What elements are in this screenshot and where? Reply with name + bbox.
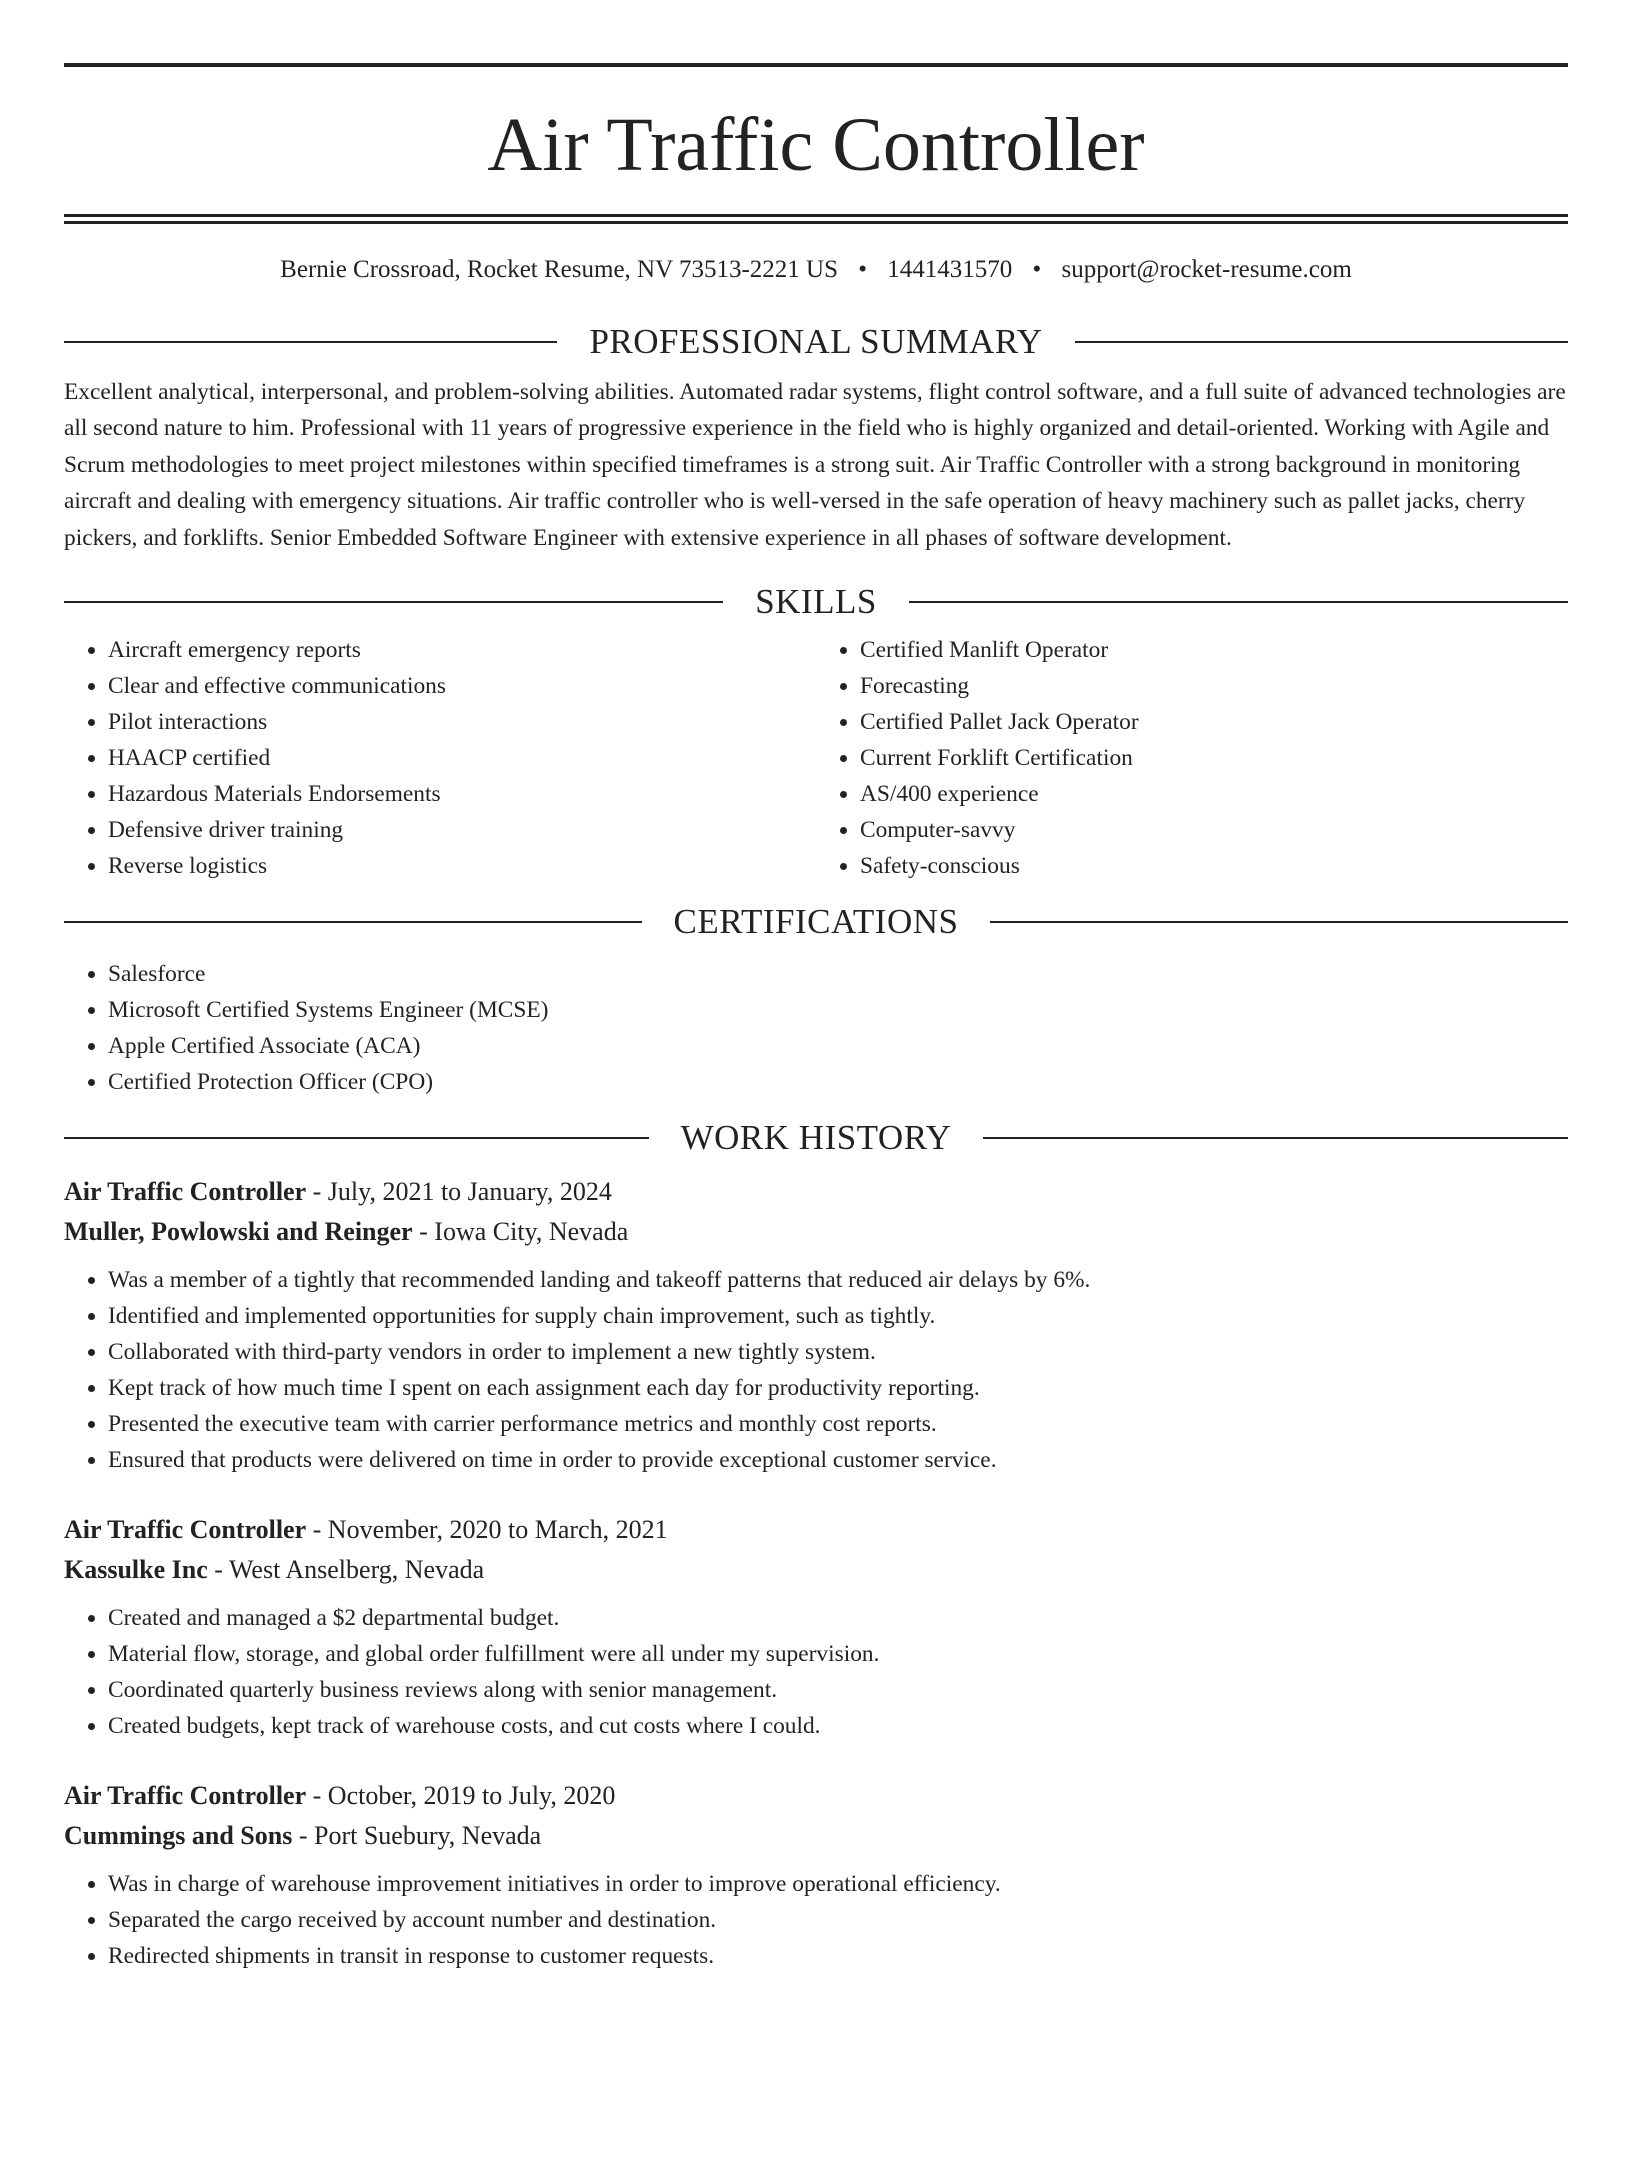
- heading-rule: [64, 1137, 649, 1139]
- heading-rule: [64, 601, 723, 603]
- contact-separator: •: [858, 256, 867, 283]
- section-title: SKILLS: [755, 582, 877, 622]
- job-bullet: • Ensured that products were delivered on time in order to provide exceptional customer service.: [108, 1442, 1568, 1478]
- job-company: Kassulke Inc: [64, 1555, 208, 1585]
- job-bullet: • Created budgets, kept track of warehouse costs, and cut costs where I could.: [108, 1708, 1568, 1744]
- job-entry: [64, 1510, 1568, 1744]
- skill-item: • Forecasting: [860, 668, 1568, 704]
- job-bullet: • Presented the executive team with carrier performance metrics and monthly cost reports.: [108, 1406, 1568, 1442]
- work-history-list: [64, 1172, 1568, 1974]
- contact-separator: •: [1032, 256, 1042, 283]
- section-heading-work-history: [64, 1118, 1568, 1158]
- job-title-line: [64, 1510, 1568, 1550]
- certification-item: • Salesforce: [108, 956, 1568, 992]
- skills-list-right: [816, 632, 1568, 884]
- skill-item: • Hazardous Materials Endorsements: [108, 776, 816, 812]
- resume-page: [0, 63, 1632, 2175]
- section-heading-summary: [64, 322, 1568, 362]
- dash: -: [419, 1217, 428, 1247]
- certification-item: • Certified Protection Officer (CPO): [108, 1064, 1568, 1100]
- contact-line: [64, 254, 1568, 286]
- skill-item: • Pilot interactions: [108, 704, 816, 740]
- job-entry: [64, 1776, 1568, 1974]
- job-company: Muller, Powlowski and Reinger: [64, 1217, 413, 1247]
- skill-item: • AS/400 experience: [860, 776, 1568, 812]
- contact-address: Bernie Crossroad, Rocket Resume, NV 73513-2221 US: [280, 256, 838, 283]
- job-title: Air Traffic Controller: [64, 1515, 307, 1545]
- section-title: PROFESSIONAL SUMMARY: [589, 322, 1043, 361]
- skill-item: • Certified Pallet Jack Operator: [860, 704, 1568, 740]
- job-company-line: [64, 1816, 1568, 1856]
- job-title-line: [64, 1776, 1568, 1816]
- job-company: Cummings and Sons: [64, 1821, 293, 1851]
- job-bullets: [64, 1866, 1568, 1974]
- title-double-rule: [64, 214, 1568, 224]
- job-bullet: • Created and managed a $2 departmental budget.: [108, 1600, 1568, 1636]
- heading-rule: [990, 921, 1568, 923]
- top-rule: [64, 63, 1568, 67]
- dash: -: [312, 1177, 322, 1207]
- section-title: WORK HISTORY: [680, 1118, 952, 1158]
- dash: -: [214, 1555, 223, 1585]
- skill-item: • HAACP certified: [108, 740, 816, 776]
- heading-rule: [983, 1137, 1568, 1139]
- job-bullets: [64, 1262, 1568, 1478]
- heading-rule: [64, 341, 557, 343]
- job-bullet: • Identified and implemented opportunities for supply chain improvement, such as tightly.: [108, 1298, 1568, 1334]
- summary-text: Excellent analytical, interpersonal, and problem-solving abilities. Automated radar systems, flight control software, and a full suite of advanced technologies are all second nature to him. Professional with 11 years of progressive experience in the field who is highly organized and detail-oriented. Working with Agile and Scrum methodologies to meet project milestones within specified timeframes is a strong suit. Air Traffic Controller with a strong background in monitoring aircraft and dealing with emergency situations. Air traffic controller who is well-versed in the safe operation of heavy machinery such as pallet jacks, cherry pickers, and forklifts. Senior Embedded Software Engineer with extensive experience in all phases of software development.: [64, 379, 1566, 551]
- job-bullets: [64, 1600, 1568, 1744]
- contact-email: support@rocket-resume.com: [1061, 256, 1352, 283]
- contact-phone: 1441431570: [887, 256, 1013, 283]
- skills-list-left: [64, 632, 816, 884]
- certification-item: • Apple Certified Associate (ACA): [108, 1028, 1568, 1064]
- job-company-line: [64, 1550, 1568, 1590]
- job-entry: [64, 1172, 1568, 1478]
- job-location: West Anselberg, Nevada: [228, 1555, 485, 1585]
- job-company-line: [64, 1212, 1568, 1252]
- job-bullet: • Coordinated quarterly business reviews along with senior management.: [108, 1672, 1568, 1708]
- job-title-line: [64, 1172, 1568, 1212]
- section-title: CERTIFICATIONS: [673, 902, 959, 942]
- job-dates: July, 2021 to January, 2024: [327, 1177, 612, 1207]
- dash: -: [312, 1781, 322, 1811]
- job-title: Air Traffic Controller: [64, 1781, 307, 1811]
- skill-item: • Aircraft emergency reports: [108, 632, 816, 668]
- skill-item: • Computer-savvy: [860, 812, 1568, 848]
- certification-item: • Microsoft Certified Systems Engineer (MCSE): [108, 992, 1568, 1028]
- skill-item: • Safety-conscious: [860, 848, 1568, 884]
- job-bullet: • Collaborated with third-party vendors in order to implement a new tightly system.: [108, 1334, 1568, 1370]
- job-bullet: • Kept track of how much time I spent on each assignment each day for productivity reporting.: [108, 1370, 1568, 1406]
- job-location: Iowa City, Nevada: [434, 1217, 629, 1247]
- heading-rule: [909, 601, 1568, 603]
- dash: -: [312, 1515, 322, 1545]
- certifications-list: [64, 956, 1568, 1100]
- skill-item: • Clear and effective communications: [108, 668, 816, 704]
- job-bullet: • Was a member of a tightly that recommended landing and takeoff patterns that reduced air delays by 6%.: [108, 1262, 1568, 1298]
- heading-rule: [64, 921, 642, 923]
- section-heading-skills: [64, 582, 1568, 622]
- skill-item: • Current Forklift Certification: [860, 740, 1568, 776]
- job-title: Air Traffic Controller: [64, 1177, 307, 1207]
- job-bullet: • Was in charge of warehouse improvement initiatives in order to improve operational efficiency.: [108, 1866, 1568, 1902]
- job-bullet: • Material flow, storage, and global order fulfillment were all under my supervision.: [108, 1636, 1568, 1672]
- job-location: Port Suebury, Nevada: [313, 1821, 542, 1851]
- job-bullet: • Redirected shipments in transit in response to customer requests.: [108, 1938, 1568, 1974]
- job-dates: November, 2020 to March, 2021: [327, 1515, 668, 1545]
- skill-item: • Defensive driver training: [108, 812, 816, 848]
- job-bullet: • Separated the cargo received by account number and destination.: [108, 1902, 1568, 1938]
- section-heading-certifications: [64, 902, 1568, 942]
- heading-rule: [1075, 341, 1568, 343]
- skills-columns: [64, 632, 1568, 884]
- job-dates: October, 2019 to July, 2020: [327, 1781, 616, 1811]
- resume-title: Air Traffic Controller: [487, 103, 1145, 187]
- dash: -: [298, 1821, 308, 1851]
- skill-item: • Certified Manlift Operator: [860, 632, 1568, 668]
- skill-item: • Reverse logistics: [108, 848, 816, 884]
